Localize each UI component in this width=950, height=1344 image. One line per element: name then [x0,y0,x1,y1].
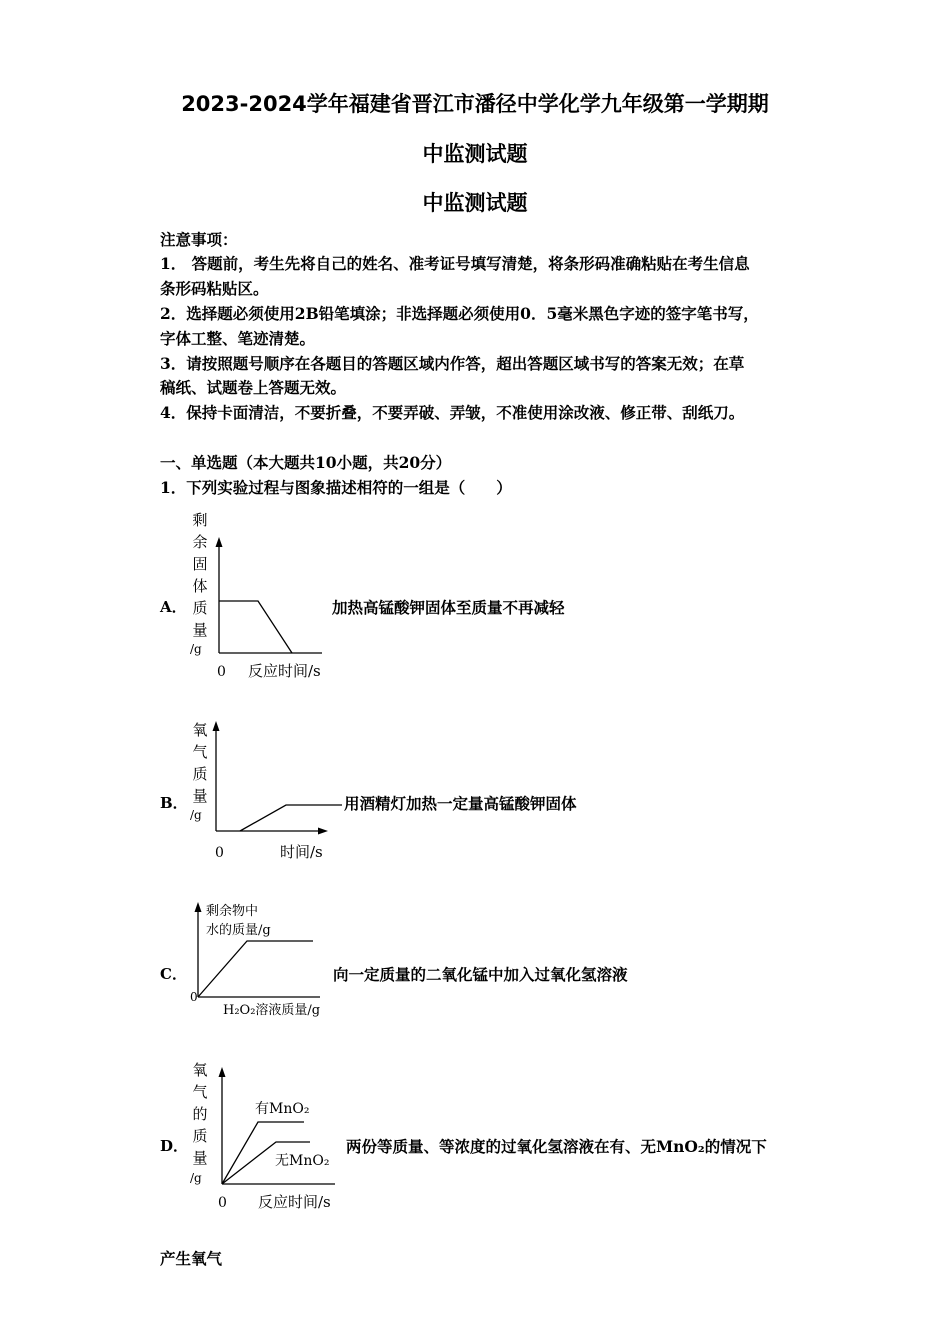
notice-item: 3．请按照题号顺序在各题目的答题区域内作答，超出答题区域书写的答案无效；在草 [160,354,745,373]
graph-a-xlabel: 反应时间/s [248,662,321,680]
graph-d-curve-label-with: 有MnO₂ [255,1101,310,1117]
graph-a-curve [219,601,292,653]
graph-c-ylabel: 剩余物中 [206,904,259,919]
graph-a-origin: 0 [217,664,226,680]
notice-item: 1． 答题前，考生先将自己的姓名、准考证号填写清楚，将条形码准确粘贴在考生信息 [160,254,750,273]
graph-d-ylabel: 质 [192,1127,208,1145]
option-c-text: 向一定质量的二氧化锰中加入过氧化氢溶液 [333,965,628,984]
graph-a-ylabel: 质 [192,599,208,617]
graph-b-y-arrow [213,721,220,731]
graph-a-ylabel: 余 [192,533,208,551]
option-a-text: 加热高锰酸钾固体至质量不再减轻 [332,598,565,617]
page-title-line1: 2023-2024学年福建省晋江市潘径中学化学九年级第一学期期 [181,92,769,116]
option-b-text: 用酒精灯加热一定量高锰酸钾固体 [344,794,577,813]
notice-item: 2．选择题必须使用2B铅笔填涂；非选择题必须使用0．5毫米黑色字迹的签字笔书写， [160,304,759,323]
notice-heading: 注意事项： [160,230,238,249]
graph-c-xlabel: H₂O₂溶液质量/g [223,1003,321,1018]
page-title-line3: 中监测试题 [422,191,528,215]
graph-b-ylabel: 气 [192,743,208,761]
question-stem: 1．下列实验过程与图象描述相符的一组是（ ） [160,478,512,497]
graph-d-ylabel: 氧 [192,1061,208,1079]
option-d-label: D． [160,1137,189,1155]
graph-c-curve [198,941,313,997]
graph-d-ylabel: 气 [192,1083,208,1101]
graph-a-ylabel: 固 [192,555,208,573]
graph-d-ylabel-unit: /g [190,1171,202,1185]
option-c-graph [185,897,345,1022]
option-b-graph [180,715,350,865]
graph-d-ylabel: 的 [192,1105,208,1123]
graph-a-y-arrow [216,537,223,547]
option-a-graph [180,505,340,685]
graph-c-origin: 0 [190,990,198,1004]
graph-d-origin: 0 [218,1195,227,1211]
graph-d-y-arrow [219,1067,226,1077]
notice-item: 字体工整、笔迹清楚。 [160,329,316,348]
graph-b-ylabel-unit: /g [190,808,202,822]
graph-a-ylabel-unit: /g [190,642,202,656]
graph-c-y-arrow [195,902,202,912]
graph-b-origin: 0 [215,845,224,861]
graph-b-ylabel: 氧 [192,721,208,739]
option-c-label: C． [160,965,187,983]
graph-b-ylabel: 质 [192,765,208,783]
option-d-continuation: 产生氧气 [160,1249,223,1268]
graph-c-ylabel: 水的质量/g [206,923,271,938]
graph-b-ylabel: 量 [192,787,208,805]
graph-a-ylabel: 体 [192,577,208,595]
graph-d-xlabel: 反应时间/s [258,1193,331,1211]
graph-d-curve-label-without: 无MnO₂ [275,1153,330,1169]
graph-b-x-arrow [318,828,328,835]
notice-item: 稿纸、试题卷上答题无效。 [160,378,347,397]
graph-b-curve [240,805,342,831]
graph-b-xlabel: 时间/s [280,843,323,861]
option-d-text: 两份等质量、等浓度的过氧化氢溶液在有、无MnO₂的情况下 [346,1137,767,1156]
graph-a-ylabel: 量 [192,621,208,639]
graph-d-ylabel: 量 [192,1149,208,1167]
option-d-graph [180,1055,350,1215]
page-title-line2: 中监测试题 [422,142,528,166]
section-heading: 一、单选题（本大题共10小题，共20分） [160,453,452,472]
notice-item: 条形码粘贴区。 [160,279,269,298]
option-a-label: A． [160,598,187,616]
notice-item: 4．保持卡面清洁，不要折叠，不要弄破、弄皱，不准使用涂改液、修正带、刮纸刀。 [160,403,745,422]
graph-a-ylabel: 剩 [192,511,208,529]
option-b-label: B． [160,794,188,812]
